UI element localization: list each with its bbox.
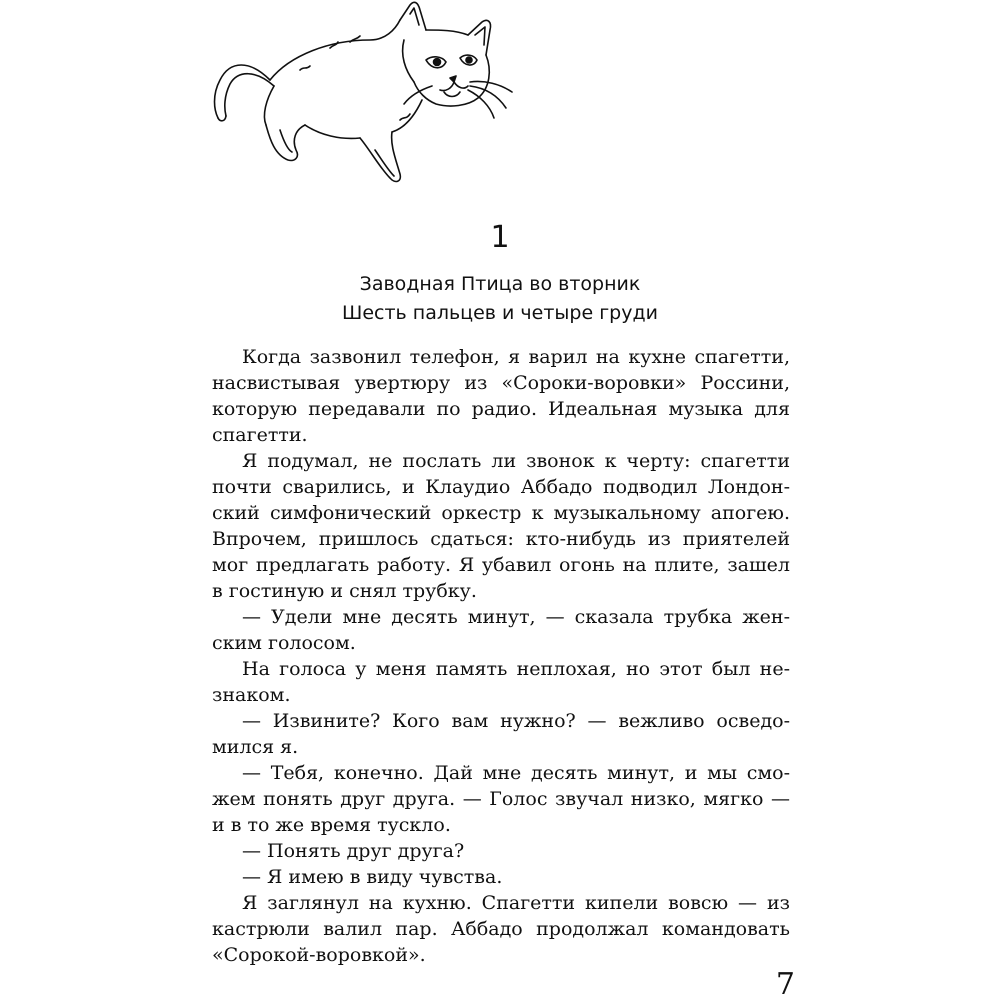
text-line: которую передавали по радио. Идеальная музыка для bbox=[212, 398, 790, 420]
text-line: «Сорокой-воровкой». bbox=[212, 944, 426, 966]
chapter-title-line-2: Шесть пальцев и четыре груди bbox=[342, 302, 658, 324]
text-line: — Тебя, конечно. Дай мне десять минут, и мы смо- bbox=[242, 762, 790, 784]
kitten-illustration bbox=[200, 0, 530, 200]
text-line: — Извините? Кого вам нужно? — вежливо осведо- bbox=[242, 710, 790, 732]
page-number: 7 bbox=[775, 967, 795, 1002]
body-text bbox=[212, 344, 790, 968]
text-line: мог предлагать работу. Я убавил огонь на плите, зашел bbox=[212, 554, 790, 576]
text-line: — Удели мне десять минут, — сказала трубка жен- bbox=[242, 606, 790, 628]
text-line: насвистывая увертюру из «Сороки-воровки» Россини, bbox=[212, 372, 790, 394]
text-line: жем понять друг друга. — Голос звучал низко, мягко — bbox=[212, 788, 790, 810]
text-line: в гостиную и снял трубку. bbox=[212, 580, 477, 602]
text-line: кастрюли валил пар. Аббадо продолжал командовать bbox=[212, 918, 790, 940]
text-line: знаком. bbox=[212, 684, 291, 706]
text-line: почти сварились, и Клаудио Аббадо подводил Лондон- bbox=[212, 476, 790, 498]
text-line: ским голосом. bbox=[212, 632, 356, 654]
text-line: спагетти. bbox=[212, 424, 308, 446]
text-line: — Я имею в виду чувства. bbox=[242, 866, 503, 888]
chapter-title-line-1: Заводная Птица во вторник bbox=[359, 273, 641, 295]
text-line: ский симфонический оркестр к музыкальному апогею. bbox=[212, 502, 790, 524]
chapter-number: 1 bbox=[490, 220, 510, 255]
text-line: и в то же время тускло. bbox=[212, 814, 451, 836]
text-line: Я заглянул на кухню. Спагетти кипели вовсю — из bbox=[242, 892, 790, 914]
text-line: — Понять друг друга? bbox=[242, 840, 465, 862]
text-line: На голоса у меня память неплохая, но этот был не- bbox=[242, 658, 790, 680]
text-line: Когда зазвонил телефон, я варил на кухне спагетти, bbox=[242, 346, 790, 368]
text-line: Впрочем, пришлось сдаться: кто-нибудь из приятелей bbox=[212, 528, 790, 550]
text-line: мился я. bbox=[212, 736, 299, 758]
text-line: Я подумал, не послать ли звонок к черту: спагетти bbox=[242, 450, 790, 472]
